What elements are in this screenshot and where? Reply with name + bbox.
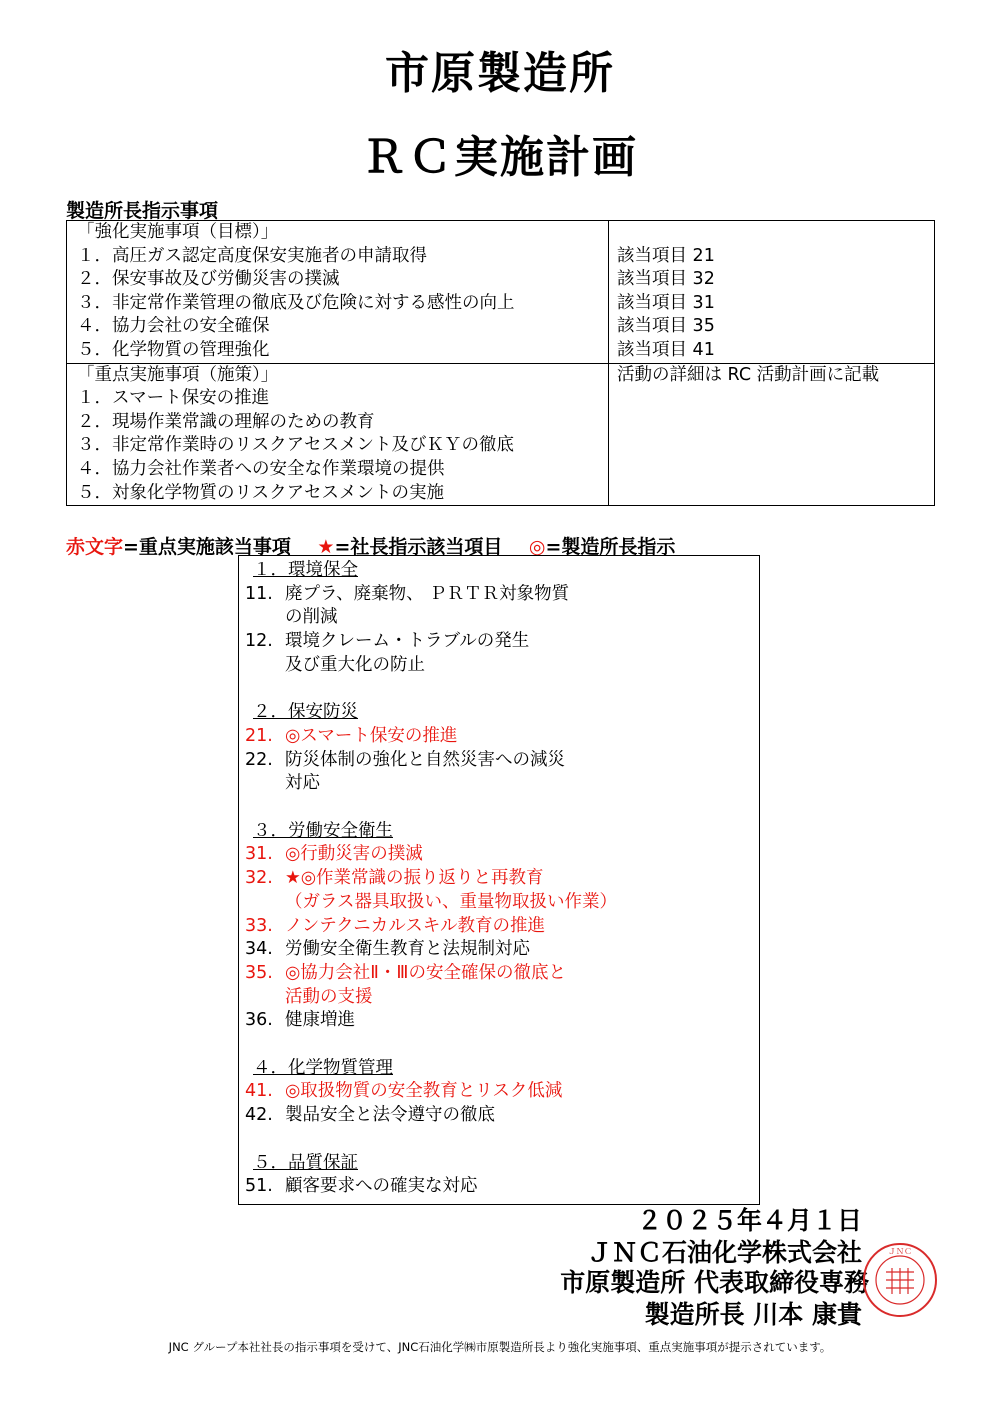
category-title-text: １．環境保全 <box>253 560 358 580</box>
reinforce-item: １．高圧ガス認定高度保安実施者の申請取得 <box>77 245 427 266</box>
reinforce-item: ４．協力会社の安全確保 <box>77 316 270 337</box>
rc-item <box>245 938 759 962</box>
rc-item-number: 33. <box>245 915 273 936</box>
legend-red-desc: =重点実施該当事項 <box>123 536 291 558</box>
reinforce-item: ２．保安事故及び労働災害の撲滅 <box>77 269 340 290</box>
priority-items-cell <box>67 363 609 506</box>
category-title-text: ４．化学物質管理 <box>253 1057 393 1078</box>
reinforce-ref: 該当項目 41 <box>617 339 715 360</box>
rc-item-number: 32. <box>245 868 273 889</box>
legend-circle-desc: =製造所長指示 <box>545 536 676 558</box>
signature-name: 製造所長 川本 康貴 <box>644 1300 862 1329</box>
rc-item-continuation: 及び重大化の防止 <box>285 654 425 675</box>
priority-item: ２．現場作業常識の理解のための教育 <box>77 411 375 432</box>
category-title <box>245 820 759 844</box>
spacer <box>245 796 759 820</box>
rc-item-continuation: の削減 <box>285 607 338 628</box>
rc-item <box>245 1104 759 1128</box>
rc-item-text: 健康増進 <box>285 1010 355 1031</box>
rc-item-text: 環境クレーム・トラブルの発生 <box>285 631 530 652</box>
rc-item <box>245 583 759 607</box>
priority-item: ３．非定常作業時のリスクアセスメント及びＫＹの徹底 <box>77 435 514 456</box>
rc-item-number: 12. <box>245 631 273 652</box>
rc-item-text: ◎協力会社Ⅱ・Ⅲの安全確保の徹底と <box>285 962 566 983</box>
priority-note: 活動の詳細は RC 活動計画に記載 <box>617 364 880 385</box>
reinforce-item: ３．非定常作業管理の徹底及び危険に対する感性の向上 <box>77 292 515 313</box>
rc-item-number: 21. <box>245 725 273 746</box>
reinforce-header: 「強化実施事項（目標）」 <box>77 222 279 242</box>
rc-item <box>245 962 759 986</box>
rc-item-text: 製品安全と法令遵守の徹底 <box>285 1105 495 1126</box>
category-title-text: ３．労働安全衛生 <box>253 820 393 841</box>
rc-item-number: 42. <box>245 1105 273 1126</box>
rc-item <box>245 630 759 654</box>
reinforce-row <box>67 221 935 364</box>
legend-red-label: 赤文字 <box>66 536 124 558</box>
rc-item <box>245 867 759 891</box>
rc-item-text: ◎取扱物質の安全教育とリスク低減 <box>285 1081 563 1102</box>
footnote: JNC グループ本社社長の指示事項を受けて、JNC石油化学㈱市原製造所長より強化実施事項、重点実施事項が提示されています。 <box>168 1340 832 1354</box>
category-title <box>245 701 759 725</box>
rc-item <box>245 749 759 773</box>
rc-item <box>245 915 759 939</box>
rc-item-number: 31. <box>245 844 273 865</box>
priority-item: ５．対象化学物質のリスクアセスメントの実施 <box>77 482 444 503</box>
rc-item-text: ◎行動災害の撲滅 <box>285 844 423 865</box>
star-icon: ★ <box>317 536 335 558</box>
rc-item-text: ノンテクニカルスキル教育の推進 <box>285 915 546 936</box>
spacer <box>245 1033 759 1057</box>
rc-item-continuation: （ガラス器具取扱い、重量物取扱い作業） <box>285 891 617 912</box>
rc-item-text: ◎スマート保安の推進 <box>285 725 458 746</box>
reinforce-refs-cell <box>609 221 935 364</box>
rc-item-number: 41. <box>245 1081 273 1102</box>
rc-item-number: 34. <box>245 939 273 960</box>
rc-item-text: ★◎作業常識の振り返りと再教育 <box>285 868 544 889</box>
rc-item-text: 防災体制の強化と自然災害への減災 <box>285 749 565 770</box>
priority-header: 「重点実施事項（施策）」 <box>77 364 279 385</box>
signature-date: ２０２５年４月１日 <box>636 1206 862 1235</box>
rc-item <box>245 1175 759 1199</box>
rc-item-continuation: 活動の支援 <box>285 986 373 1007</box>
rc-item-continuation: 対応 <box>285 773 320 794</box>
priority-item: ４．協力会社作業者への安全な作業環境の提供 <box>77 458 445 479</box>
category-title <box>245 1152 759 1176</box>
spacer <box>245 678 759 702</box>
double-circle-icon: ◎ <box>528 536 546 558</box>
priority-row <box>67 363 935 506</box>
rc-item <box>245 1080 759 1104</box>
reinforce-ref: 該当項目 31 <box>617 292 715 313</box>
spacer <box>245 1128 759 1152</box>
priority-note-cell <box>609 363 935 506</box>
rc-item-text: 労働安全衛生教育と法規制対応 <box>285 939 530 960</box>
seal-text: ＪＮＣ <box>888 1247 912 1256</box>
rc-items-box <box>238 555 760 1205</box>
directives-table <box>66 220 935 506</box>
signature-company: ＪＮＣ石油化学株式会社 <box>586 1238 862 1267</box>
reinforce-ref: 該当項目 35 <box>617 316 715 337</box>
page-title: 市原製造所 <box>385 48 615 99</box>
category-title-text: ２．保安防災 <box>253 702 358 723</box>
reinforce-item: ５．化学物質の管理強化 <box>77 339 270 360</box>
signature-position: 市原製造所 代表取締役専務 <box>560 1268 869 1297</box>
category-title-text: ５．品質保証 <box>253 1152 358 1173</box>
rc-item-number: 11. <box>245 583 273 604</box>
rc-item-number: 35. <box>245 962 273 983</box>
rc-item <box>245 725 759 749</box>
rc-item-text: 顧客要求への確実な対応 <box>285 1176 478 1197</box>
category-title <box>245 1057 759 1081</box>
reinforce-ref: 該当項目 32 <box>617 269 715 290</box>
company-seal-icon <box>862 1242 938 1318</box>
category-title <box>245 559 759 583</box>
legend-star-desc: =社長指示該当項目 <box>334 536 503 558</box>
rc-item <box>245 1009 759 1033</box>
reinforce-ref: 該当項目 21 <box>617 245 715 266</box>
rc-item-number: 22. <box>245 749 273 770</box>
rc-item-text: 廃プラ、廃棄物、 ＰＲＴＲ対象物質 <box>285 583 570 604</box>
reinforce-items-cell <box>67 221 609 364</box>
rc-item <box>245 843 759 867</box>
priority-item: １．スマート保安の推進 <box>77 388 270 409</box>
page-subtitle: ＲＣ実施計画 <box>362 132 638 183</box>
rc-item-number: 51. <box>245 1176 273 1197</box>
directives-heading: 製造所長指示事項 <box>66 200 219 222</box>
rc-item-number: 36. <box>245 1010 273 1031</box>
